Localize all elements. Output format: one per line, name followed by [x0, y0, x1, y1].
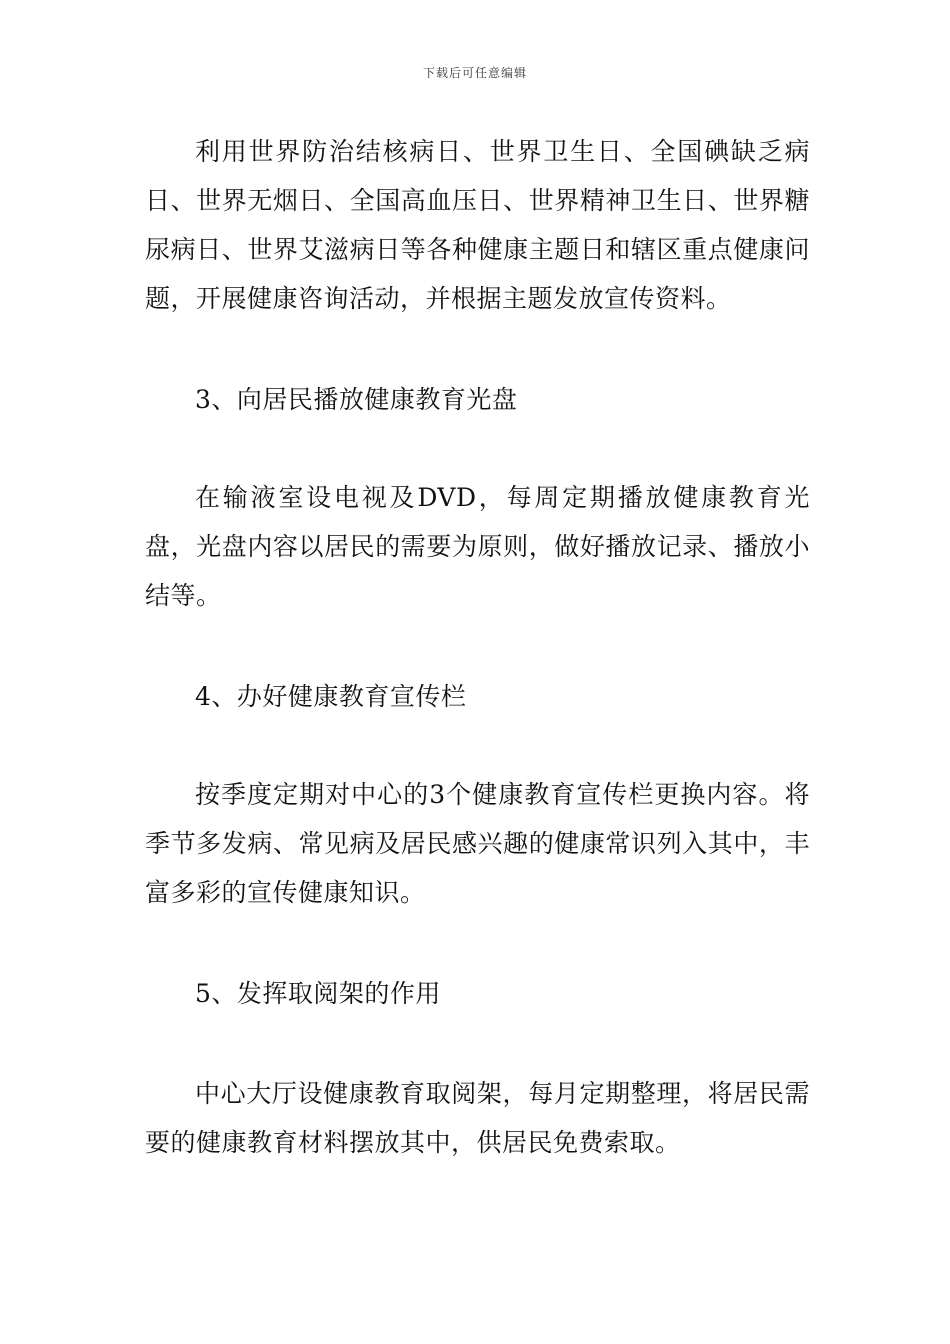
heading-text: 3、向居民播放健康教育光盘 [195, 385, 518, 414]
paragraph-health-days [145, 127, 810, 323]
section-heading-5 [145, 969, 810, 1018]
paragraph-dvd [145, 473, 810, 620]
paragraph-bulletin [145, 770, 810, 917]
paragraph-text: 在输液室设电视及DVD，每周定期播放健康教育光盘，光盘内容以居民的需要为原则，做好播放记录、播放小结等。 [145, 483, 810, 610]
paragraph-text: 中心大厅设健康教育取阅架，每月定期整理，将居民需要的健康教育材料摆放其中，供居民免费索取。 [145, 1079, 810, 1157]
page-header: 下载后可任意编辑 [422, 66, 527, 80]
heading-text: 4、办好健康教育宣传栏 [195, 682, 467, 711]
heading-text: 5、发挥取阅架的作用 [195, 979, 441, 1008]
paragraph-text: 按季度定期对中心的3个健康教育宣传栏更换内容。将季节多发病、常见病及居民感兴趣的健康常识列入其中，丰富多彩的宣传健康知识。 [145, 780, 810, 907]
paragraph-text: 利用世界防治结核病日、世界卫生日、全国碘缺乏病日、世界无烟日、全国高血压日、世界精神卫生日、世界糖尿病日、世界艾滋病日等各种健康主题日和辖区重点健康问题，开展健康咨询活动，并根据主题发放宣传资料。 [145, 137, 810, 313]
section-heading-4 [145, 672, 810, 721]
section-heading-3 [145, 375, 810, 424]
paragraph-rack [145, 1069, 810, 1167]
